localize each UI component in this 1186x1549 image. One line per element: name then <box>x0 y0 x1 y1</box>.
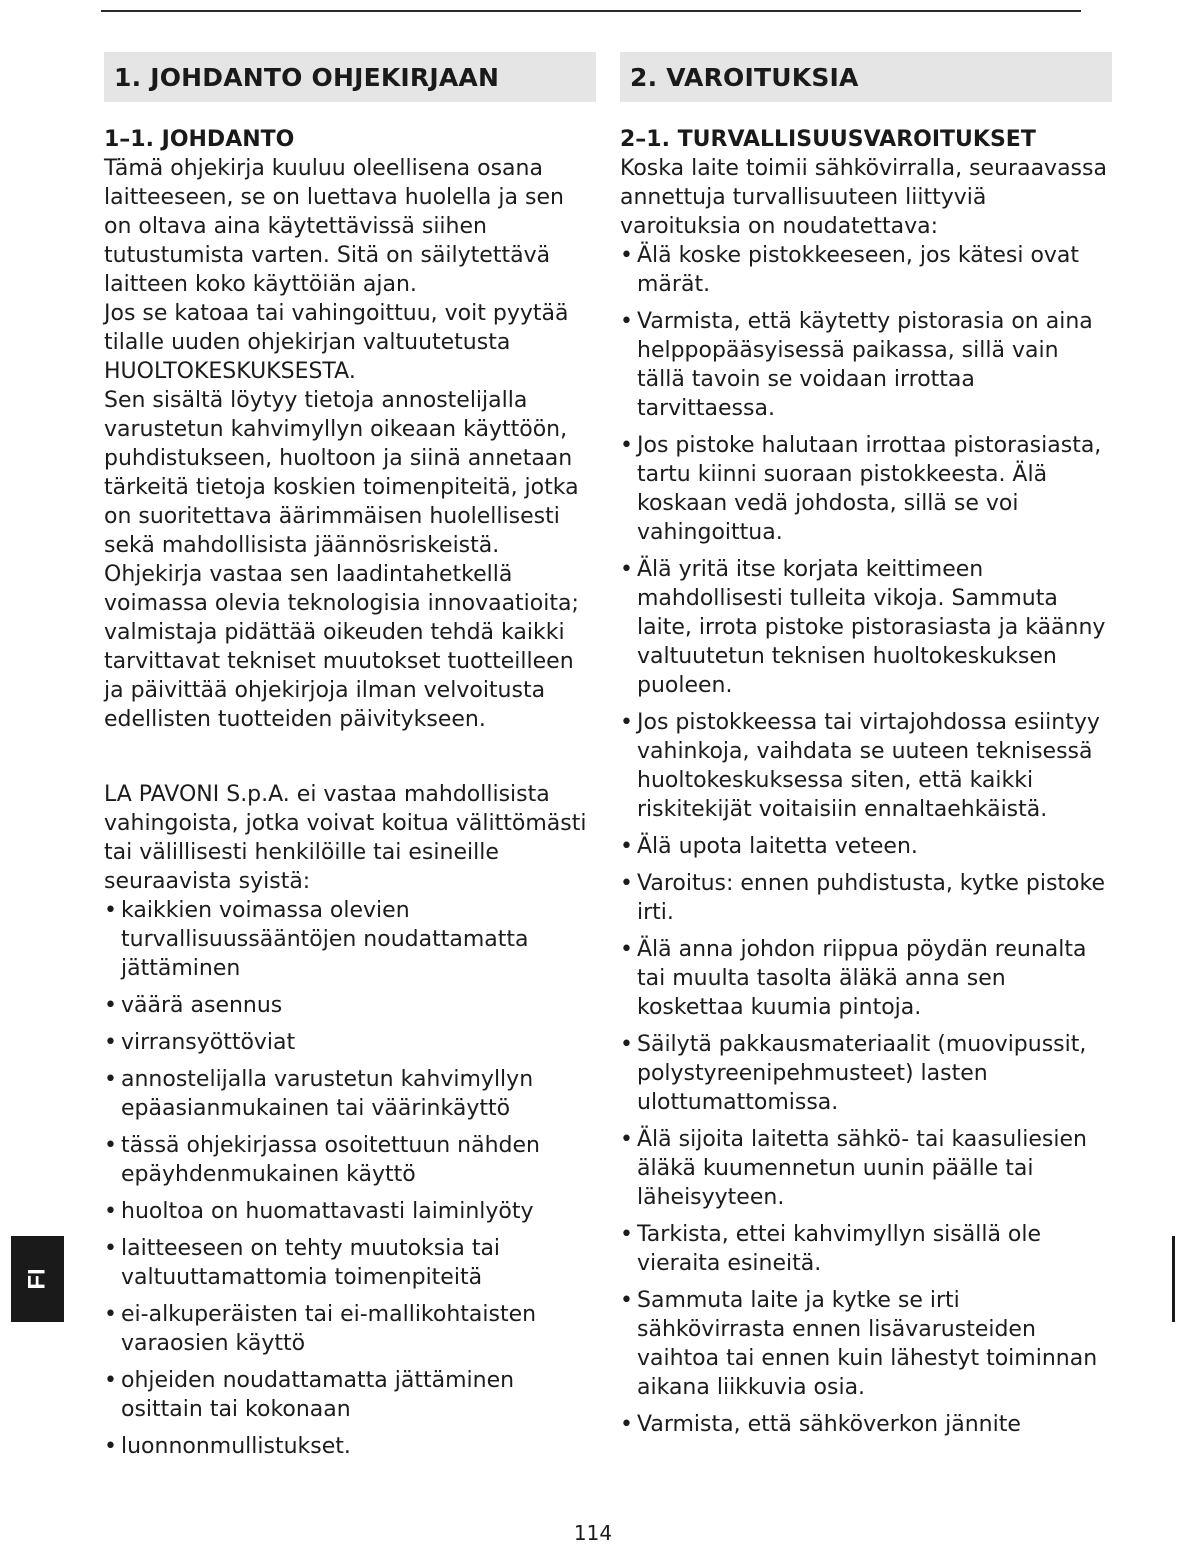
bullet-icon: • <box>104 1302 117 1327</box>
list-item: • Jos pistoke halutaan irrottaa pistorasiasta, tartu kiinni suoraan pistokkeesta. Älä koskaan vedä johdosta, sillä se voi vahingoittua. <box>620 433 1102 545</box>
bullet-icon: • <box>620 834 633 859</box>
list-item: • virransyöttöviat <box>104 1030 296 1055</box>
list-item: • Varmista, että sähköverkon jännite <box>620 1412 1021 1437</box>
bullet-icon: • <box>104 898 117 923</box>
list-item: • laitteeseen on tehty muutoksia tai valtuuttamattomia toimenpiteitä <box>104 1236 501 1290</box>
language-tab-label: FI <box>23 1268 51 1290</box>
section-header-introduction: 1. JOHDANTO OHJEKIRJAAN <box>104 52 596 102</box>
bullet-icon: • <box>620 243 633 268</box>
bullet-icon: • <box>104 1236 117 1261</box>
list-item: • Säilytä pakkausmateriaalit (muovipussit, polystyreenipehmusteet) lasten ulottumattomissa. <box>620 1032 1087 1115</box>
section-header-warnings: 2. VAROITUKSIA <box>620 52 1112 102</box>
paragraph: Tämä ohjekirja kuuluu oleellisena osana laitteeseen, se on luettava huolella ja sen on oltava aina käytettävissä siihen tutustumista varten. Sitä on säilytettävä laitteen koko käyttöiän ajan. <box>104 156 564 297</box>
paragraph: Sen sisältä löytyy tietoja annostelijalla varustetun kahvimyllyn oikeaan käyttöön, puhdistukseen, huoltoon ja siinä annetaan tärkeitä tietoja koskien toimenpiteitä, jotka on suoritettava äärimmäisen huolellisesti sekä mahdollisista jäännösriskeistä. <box>104 388 579 558</box>
liability-list <box>104 896 596 1461</box>
bullet-icon: • <box>104 1133 117 1158</box>
bullet-icon: • <box>104 1434 117 1459</box>
bullet-icon: • <box>620 1032 633 1057</box>
list-item: • huoltoa on huomattavasti laiminlyöty <box>104 1199 534 1224</box>
thumb-index-mark <box>1172 1236 1175 1322</box>
bullet-icon: • <box>620 1127 633 1152</box>
bullet-icon: • <box>620 1222 633 1247</box>
paragraph-liability: LA PAVONI S.p.A. ei vastaa mahdollisista vahingoista, jotka voivat koitua välittömästi tai välillisesti henkilöille tai esineille seuraavista syistä: <box>104 782 587 894</box>
list-item: • Varmista, että käytetty pistorasia on aina helppopääsyisessä paikassa, sillä vain tällä tavoin se voidaan irrottaa tarvittaessa. <box>620 309 1093 421</box>
list-item: • ohjeiden noudattamatta jättäminen osittain tai kokonaan <box>104 1368 515 1422</box>
left-column <box>104 52 596 1469</box>
language-tab <box>11 1236 64 1322</box>
list-item: • Älä koske pistokkeeseen, jos kätesi ovat märät. <box>620 243 1080 297</box>
list-item: • väärä asennus <box>104 993 283 1018</box>
list-item: • ei-alkuperäisten tai ei-mallikohtaisten varaosien käyttö <box>104 1302 537 1356</box>
bullet-icon: • <box>104 993 117 1018</box>
bullet-icon: • <box>620 309 633 334</box>
bullet-icon: • <box>620 1412 633 1437</box>
list-item: • kaikkien voimassa olevien turvallisuussääntöjen noudattamatta jättäminen <box>104 898 529 981</box>
warnings-list <box>620 241 1112 1439</box>
list-item: • Älä upota laitetta veteen. <box>620 834 918 859</box>
bullet-icon: • <box>620 1288 633 1313</box>
bullet-icon: • <box>620 871 633 896</box>
bullet-icon: • <box>104 1067 117 1092</box>
paragraph: Jos se katoaa tai vahingoittuu, voit pyytää tilalle uuden ohjekirjan valtuutetusta HUOLTOKESKUKSESTA. <box>104 301 569 384</box>
list-item: • Älä sijoita laitetta sähkö- tai kaasuliesien äläkä kuumennetun uunin päälle tai läheisyyteen. <box>620 1127 1087 1210</box>
bullet-icon: • <box>104 1199 117 1224</box>
list-item: • Tarkista, ettei kahvimyllyn sisällä ole vieraita esineitä. <box>620 1222 1042 1276</box>
list-item: • tässä ohjekirjassa osoitettuun nähden epäyhdenmukainen käyttö <box>104 1133 540 1187</box>
paragraph: Ohjekirja vastaa sen laadintahetkellä voimassa olevia teknologisia innovaatioita; valmistaja pidättää oikeuden tehdä kaikki tarvittavat tekniset muutokset tuotteilleen ja päivittää ohjekirjoja ilman velvoitusta edellisten tuotteiden päivitykseen. <box>104 562 579 732</box>
right-column <box>620 52 1112 1447</box>
list-item: • luonnonmullistukset. <box>104 1434 351 1459</box>
paragraph-intro: Koska laite toimii sähkövirralla, seuraavassa annettuja turvallisuuteen liittyviä varoituksia on noudatettava: <box>620 156 1107 239</box>
bullet-icon: • <box>620 937 633 962</box>
list-item: • Sammuta laite ja kytke se irti sähkövirrasta ennen lisävarusteiden vaihtoa tai ennen kuin lähestyt toiminnan aikana liikkuvia osia. <box>620 1288 1098 1400</box>
bullet-icon: • <box>620 710 633 735</box>
page-number: 114 <box>573 1521 613 1545</box>
top-rule <box>101 10 1081 12</box>
list-item: • Älä yritä itse korjata keittimeen mahdollisesti tulleita vikoja. Sammuta laite, irrota pistoke pistorasiasta ja käänny valtuutetun teknisen huoltokeskuksen puoleen. <box>620 557 1106 698</box>
subheading-introduction: 1–1. JOHDANTO <box>104 127 295 152</box>
bullet-icon: • <box>620 557 633 582</box>
bullet-icon: • <box>620 433 633 458</box>
bullet-icon: • <box>104 1368 117 1393</box>
list-item: • annostelijalla varustetun kahvimyllyn epäasianmukainen tai väärinkäyttö <box>104 1067 534 1121</box>
list-item: • Varoitus: ennen puhdistusta, kytke pistoke irti. <box>620 871 1106 925</box>
list-item: • Älä anna johdon riippua pöydän reunalta tai muulta tasolta äläkä anna sen koskettaa kuumia pintoja. <box>620 937 1087 1020</box>
subheading-safety-warnings: 2–1. TURVALLISUUSVAROITUKSET <box>620 127 1036 152</box>
list-item: • Jos pistokkeessa tai virtajohdossa esiintyy vahinkoja, vaihdata se uuteen teknisessä huoltokeskuksessa siten, että kaikki riskitekijät voitaisiin ennaltaehkäistä. <box>620 710 1100 822</box>
bullet-icon: • <box>104 1030 117 1055</box>
